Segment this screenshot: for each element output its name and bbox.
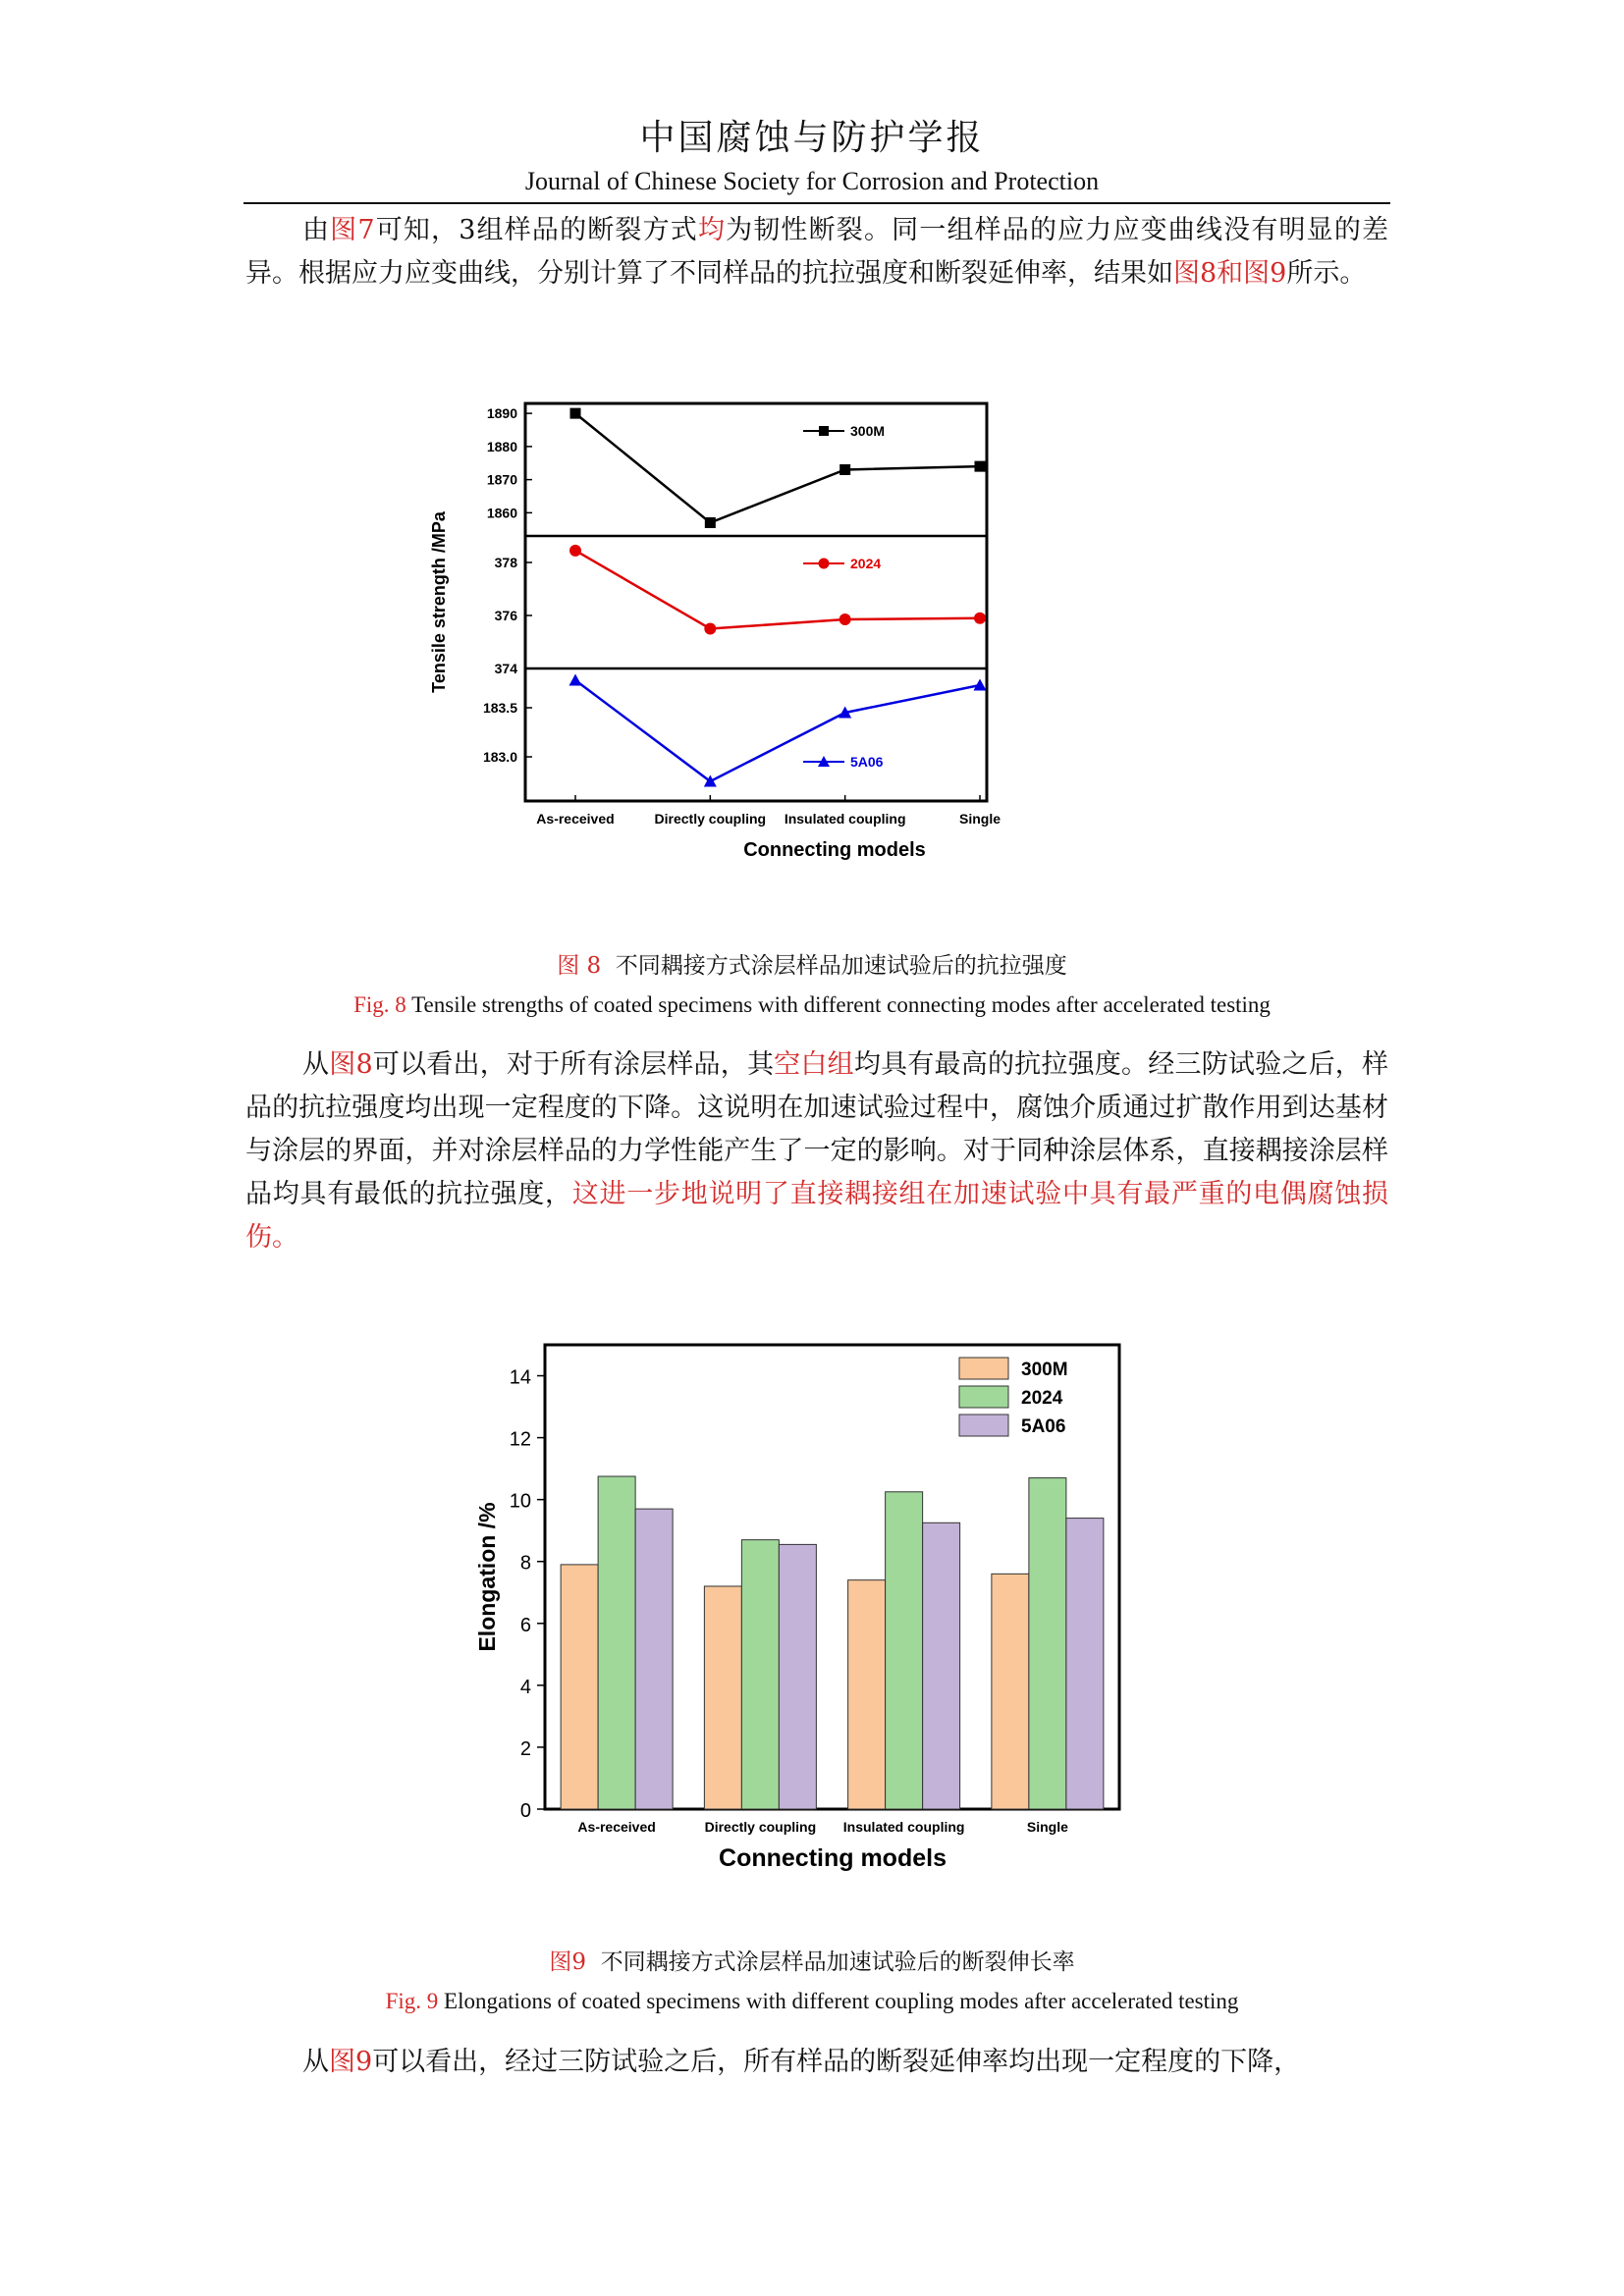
fig8-y-tick-label-2024: 378 <box>494 555 517 570</box>
fig9-legend-swatch-300m <box>959 1358 1008 1379</box>
fig9-y-tick-label: 6 <box>519 1614 531 1636</box>
fig8-y-tick-label-300m: 1880 <box>486 438 517 454</box>
fig8-9-reference-link[interactable]: 图8和图9 <box>1173 258 1287 289</box>
fig9-y-tick-label: 4 <box>519 1676 531 1698</box>
fig9-bar-5a06-single <box>1066 1519 1104 1809</box>
fig9-bar-5a06-as-received <box>635 1509 673 1809</box>
fig8-point-300m <box>570 408 581 419</box>
fig9-bar-5a06-directly-coupling <box>779 1544 816 1809</box>
figure-9-elongation-chart <box>461 1335 1149 1895</box>
figure-8-caption-cn <box>0 947 1624 980</box>
fig9-bar-2024-insulated-coupling <box>886 1492 923 1809</box>
para2-text-b: 可以看出，对于所有涂层样品，其 <box>372 1049 775 1080</box>
fig9-bar-300m-single <box>992 1574 1029 1809</box>
figure-9-caption-cn <box>0 1944 1624 1976</box>
figure-8-caption-en <box>0 992 1624 1018</box>
fig8-legend-label-300m: 300M <box>850 423 886 439</box>
para2-red-conclusion: 这进一步地说明了直接耦接组在加速试验中具有最严重的电偶腐蚀损伤。 <box>245 1179 1388 1253</box>
para2-emphasis: 空白组 <box>774 1049 854 1080</box>
journal-title-en: Journal of Chinese Society for Corrosion and Protection <box>524 167 1100 195</box>
fig8-y-tick-label-300m: 1870 <box>486 471 517 488</box>
paragraph-3 <box>245 2041 1388 2084</box>
fig9-x-tick-label: Insulated coupling <box>842 1819 965 1835</box>
fig8-point-300m <box>975 461 986 472</box>
fig9-y-tick-label: 2 <box>519 1737 531 1760</box>
fig9-x-tick-label: Directly coupling <box>704 1819 817 1835</box>
para2-text-c: 均具有最高的抗拉强度。经三防试验之后，样品的抗拉强度均出现一定程度的下降。这说明在加速试验过程中，腐蚀介质通过扩散作用到达基材与涂层的界面，并对涂层样品的力学性能产生了一定的影响。对于同种涂层体系，直接耦接涂层样品均具有最低的抗拉强度， <box>245 1049 1389 1209</box>
figure-8-tensile-chart <box>412 393 1001 923</box>
fig9-y-tick-label: 0 <box>519 1800 531 1822</box>
fig8-x-tick-label: Directly coupling <box>654 811 767 827</box>
fig9-legend-label-2024: 2024 <box>1021 1388 1063 1409</box>
fig7-reference-link[interactable]: 图7 <box>330 215 375 245</box>
journal-title-cn: 中国腐蚀与防护学报 <box>639 118 985 158</box>
fig8-line-2024 <box>575 551 980 629</box>
para1-text-a: 由 <box>302 215 331 245</box>
fig8-caption-cn-text: 不同耦接方式涂层样品加速试验后的抗拉强度 <box>615 953 1067 979</box>
fig8-legend-label-5a06: 5A06 <box>850 754 884 770</box>
fig9-y-tick-label: 8 <box>519 1552 531 1575</box>
fig9-bar-300m-directly-coupling <box>704 1586 741 1809</box>
para1-text-c: 为韧性断裂。同一组样品的应力应变曲线没有明显的差异。根据应力应变曲线，分别计算了不同样品的抗拉强度和断裂延伸率，结果如 <box>245 215 1388 289</box>
para1-text-b: 可知，3组样品的断裂方式 <box>374 215 698 245</box>
fig8-legend-marker-300m <box>819 426 829 436</box>
paragraph-2 <box>245 1043 1388 1259</box>
fig9-label-cn: 图9 <box>549 1949 586 1975</box>
fig9-legend-label-5a06: 5A06 <box>1021 1416 1066 1437</box>
fig9-caption-en-text: Elongations of coated specimens with different coupling modes after accelerated testing <box>444 1989 1239 2013</box>
fig8-point-2024 <box>704 623 716 635</box>
fig9-legend-label-300m: 300M <box>1021 1360 1068 1380</box>
fig9-y-tick-label: 10 <box>509 1490 531 1513</box>
para2-text-a: 从 <box>302 1049 330 1080</box>
para3-text-b: 可以看出，经过三防试验之后，所有样品的断裂延伸率均出现一定程度的下降， <box>372 2047 1301 2077</box>
fig8-point-2024 <box>569 545 581 557</box>
fig8-legend-marker-2024 <box>819 559 830 569</box>
fig8-point-2024 <box>974 613 986 624</box>
fig9-reference-link[interactable]: 图9 <box>329 2047 373 2077</box>
fig9-bar-2024-single <box>1029 1478 1066 1809</box>
fig9-legend-swatch-5a06 <box>959 1415 1008 1436</box>
fig8-y-tick-label-2024: 376 <box>494 608 517 623</box>
fig9-caption-cn-text: 不同耦接方式涂层样品加速试验后的断裂伸长率 <box>600 1949 1075 1975</box>
fig8-y-tick-label-2024: 374 <box>494 661 517 676</box>
paragraph-1 <box>245 209 1388 295</box>
fig8-label-cn: 图 8 <box>557 953 602 979</box>
fig8-y-tick-label-300m: 1890 <box>486 405 517 422</box>
para1-emphasis: 均 <box>697 215 727 245</box>
fig8-label-en: Fig. 8 <box>353 992 406 1017</box>
header-rule <box>244 202 1390 204</box>
para3-text-a: 从 <box>302 2047 329 2077</box>
fig9-x-tick-label: As-received <box>577 1819 656 1835</box>
fig8-point-300m <box>839 464 850 475</box>
fig8-x-tick-label: Insulated coupling <box>784 811 906 827</box>
fig8-y-tick-label-5a06: 183.5 <box>482 700 517 716</box>
fig8-x-tick-label: Single <box>958 811 1001 827</box>
fig8-x-tick-label: As-received <box>536 811 615 827</box>
fig8-point-5a06 <box>974 679 987 691</box>
fig8-reference-link[interactable]: 图8 <box>329 1049 373 1080</box>
fig8-y-axis-label: Tensile strength /MPa <box>429 511 449 693</box>
fig9-y-tick-label: 12 <box>509 1428 531 1451</box>
fig8-x-axis-label: Connecting models <box>743 839 926 861</box>
fig8-point-300m <box>705 517 716 528</box>
fig8-y-tick-label-5a06: 183.0 <box>482 749 517 765</box>
fig8-point-2024 <box>839 614 851 625</box>
fig9-x-axis-label: Connecting models <box>719 1844 947 1872</box>
fig9-bar-2024-as-received <box>598 1476 635 1809</box>
para1-text-d: 所示。 <box>1286 258 1367 289</box>
fig9-x-tick-label: Single <box>1026 1819 1068 1835</box>
fig8-line-5a06 <box>575 680 980 781</box>
fig8-point-5a06 <box>569 674 582 686</box>
fig9-y-tick-label: 14 <box>509 1366 531 1389</box>
fig9-legend-swatch-2024 <box>959 1386 1008 1408</box>
fig9-y-axis-label: Elongation /% <box>474 1502 500 1652</box>
fig8-legend-label-2024: 2024 <box>850 556 882 571</box>
fig9-bar-2024-directly-coupling <box>741 1540 779 1809</box>
fig8-caption-en-text: Tensile strengths of coated specimens with different connecting modes after accelerated testing <box>411 992 1271 1017</box>
fig9-bar-5a06-insulated-coupling <box>923 1522 960 1809</box>
fig9-bar-300m-as-received <box>561 1565 598 1809</box>
fig9-bar-300m-insulated-coupling <box>848 1580 886 1809</box>
fig8-y-tick-label-300m: 1860 <box>486 505 517 521</box>
fig8-line-300m <box>575 413 980 522</box>
fig9-label-en: Fig. 9 <box>385 1989 439 2013</box>
figure-9-caption-en <box>0 1989 1624 2014</box>
fig8-plot-frame <box>525 403 987 801</box>
